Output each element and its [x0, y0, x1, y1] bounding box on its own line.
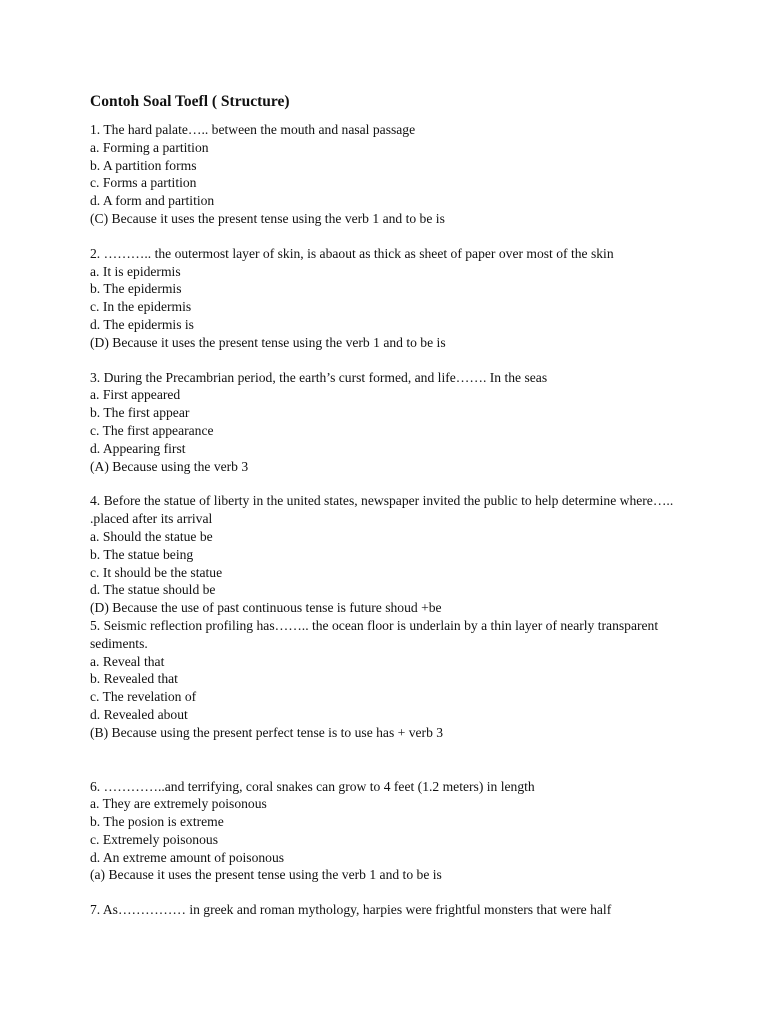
- answer-explanation: (D) Because it uses the present tense using the verb 1 and to be is: [90, 334, 446, 350]
- option-c: c. The first appearance: [90, 422, 214, 438]
- question-text: 4. Before the statue of liberty in the united states, newspaper invited the public to help determine where….. .placed after its arrival: [90, 493, 674, 527]
- option-d: d. An extreme amount of poisonous: [90, 849, 285, 865]
- question-text: 1. The hard palate….. between the mouth and nasal passage: [90, 122, 416, 137]
- option-a: a. It is epidermis: [90, 263, 181, 279]
- option-c: c. The revelation of: [90, 689, 197, 705]
- question-2: [90, 245, 690, 352]
- option-b: b. A partition forms: [90, 157, 197, 173]
- document-page: [90, 92, 690, 919]
- question-text: 7. As…………… in greek and roman mythology, harpies were frightful monsters that were half: [90, 902, 612, 918]
- option-c: c. Extremely poisonous: [90, 831, 218, 847]
- option-a: a. Reveal that: [90, 653, 165, 669]
- paragraph-gap: [90, 228, 690, 245]
- answer-explanation: (B) Because using the present perfect tense is to use has + verb 3: [90, 724, 444, 740]
- option-d: d. The statue should be: [90, 582, 216, 598]
- question-3: [90, 369, 690, 476]
- paragraph-gap: [90, 475, 690, 492]
- option-b: b. Revealed that: [90, 671, 178, 687]
- document-title: Contoh Soal Toefl ( Structure): [90, 93, 290, 110]
- question-4: [90, 492, 690, 617]
- option-d: d. Revealed about: [90, 706, 188, 722]
- paragraph-gap: [90, 884, 690, 901]
- option-a: a. First appeared: [90, 387, 181, 403]
- option-a: a. Should the statue be: [90, 528, 213, 544]
- option-c: c. It should be the statue: [90, 564, 223, 580]
- question-text: 6. …………..and terrifying, coral snakes can grow to 4 feet (1.2 meters) in length: [90, 778, 535, 794]
- option-b: b. The statue being: [90, 546, 194, 562]
- option-a: a. They are extremely poisonous: [90, 796, 267, 812]
- answer-explanation: (A) Because using the verb 3: [90, 458, 249, 474]
- answer-explanation: (D) Because the use of past continuous tense is future shoud +be: [90, 600, 442, 616]
- question-7: [90, 901, 690, 919]
- option-d: d. A form and partition: [90, 193, 215, 209]
- question-1: [90, 121, 690, 228]
- option-b: b. The epidermis: [90, 281, 182, 297]
- option-d: d. The epidermis is: [90, 316, 194, 332]
- question-text: 2. ……….. the outermost layer of skin, is abaout as thick as sheet of paper over most of the skin: [90, 245, 614, 261]
- option-b: b. The first appear: [90, 405, 190, 421]
- option-a: a. Forming a partition: [90, 139, 209, 155]
- option-d: d. Appearing first: [90, 440, 186, 456]
- paragraph-gap: [90, 352, 690, 369]
- question-6: [90, 778, 690, 885]
- option-c: c. In the epidermis: [90, 299, 192, 315]
- option-c: c. Forms a partition: [90, 175, 197, 191]
- question-text: 5. Seismic reflection profiling has…….. the ocean floor is underlain by a thin layer of nearly transparent sediments.: [90, 617, 659, 651]
- question-text: 3. During the Precambrian period, the earth’s curst formed, and life……. In the seas: [90, 369, 548, 385]
- paragraph-gap: [90, 742, 690, 778]
- option-b: b. The posion is extreme: [90, 814, 224, 830]
- question-5: [90, 617, 690, 742]
- answer-explanation: (a) Because it uses the present tense using the verb 1 and to be is: [90, 867, 442, 883]
- answer-explanation: (C) Because it uses the present tense using the verb 1 and to be is: [90, 210, 445, 226]
